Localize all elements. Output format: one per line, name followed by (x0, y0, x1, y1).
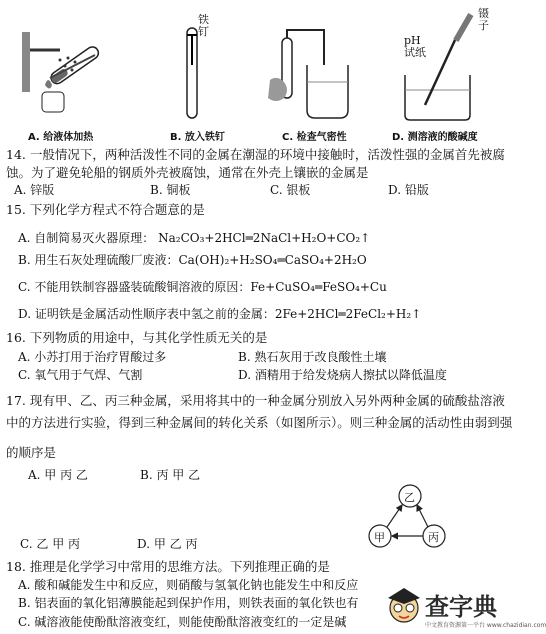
watermark-title: 查字典 (425, 593, 497, 621)
ph-paper-label: pH试纸 (404, 34, 426, 59)
q15-option-a: A. 自制简易灭火器原理： Na₂CO₃+2HCl═2NaCl+H₂O+CO₂↑ (18, 231, 371, 245)
figure-d-caption: D. 测溶液的酸碱度 (392, 132, 478, 143)
q14-option-d: D. 铅版 (388, 183, 429, 197)
figure-a-caption: A. 给液体加热 (28, 132, 94, 143)
q18-option-c: C. 碱溶液能使酚酞溶液变红，则能使酚酞溶液变红的一定是碱 (18, 615, 347, 629)
q17-option-b: B. 丙 甲 乙 (140, 468, 201, 482)
q15-option-c: C. 不能用铁制容器盛装硫酸铜溶液的原因：Fe+CuSO₄═FeSO₄+Cu (18, 280, 387, 294)
q14-option-a: A. 锌版 (14, 183, 55, 197)
q17-line2: 中的方法进行实验，得到三种金属间的转化关系（如图所示）。则三种金属的活动性由弱到强 (6, 415, 513, 430)
test-tube-heating-drawing (20, 30, 110, 125)
q18-option-a: A. 酸和碱能发生中和反应，则硝酸与氢氧化钠也能发生中和反应 (18, 578, 359, 592)
node-bing: 丙 (428, 531, 439, 544)
q17-option-c: C. 乙 甲 丙 (20, 537, 81, 551)
node-yi: 乙 (404, 491, 415, 504)
q14-option-b: B. 铜板 (150, 183, 191, 197)
q16-option-b: B. 熟石灰用于改良酸性土壤 (238, 350, 387, 364)
tweezers-label: 镊子 (478, 7, 489, 32)
q18-option-b: B. 铝表面的氧化铝薄膜能起到保护作用，则铁表面的氧化铁也有 (18, 596, 359, 610)
iron-nail-label: 铁钉 (198, 13, 209, 38)
q16-option-a: A. 小苏打用于治疗胃酸过多 (18, 350, 167, 364)
q15-stem: 15. 下列化学方程式不符合题意的是 (6, 202, 205, 217)
q17-option-d: D. 甲 乙 丙 (137, 537, 198, 551)
arrow-jia-to-yi (387, 505, 402, 527)
q17-line3: 的顺序是 (6, 445, 57, 460)
q17-line1: 17. 现有甲、乙、丙三种金属，采用将其中的一种金属分别放入另外两种金属的硫酸盐溶液 (6, 393, 505, 408)
q18-stem: 18. 推理是化学学习中常用的思维方法。下列推理正确的是 (6, 559, 330, 574)
watermark-subtitle: 中文教育资源第一平台 www.chazidian.com (425, 622, 546, 629)
mascot-icon (386, 584, 422, 630)
q15-option-d: D. 证明铁是金属活动性顺序表中氢之前的金属：2Fe+2HCl═2FeCl₂+H₂↑ (18, 307, 422, 321)
airtightness-check-drawing (262, 20, 352, 125)
q14-option-c: C. 银板 (270, 183, 311, 197)
q14-line1: 14. 一般情况下，两种活泼性不同的金属在潮湿的环境中接触时，活泼性强的金属首先被腐 (6, 147, 505, 162)
q16-stem: 16. 下列物质的用途中，与其化学性质无关的是 (6, 330, 268, 345)
node-jia: 甲 (374, 531, 385, 544)
figure-b-caption: B. 放入铁钉 (170, 132, 225, 143)
q17-option-a: A. 甲 丙 乙 (28, 468, 88, 482)
q14-line2: 蚀。为了避免轮船的钢质外壳被腐蚀，通常在外壳上镶嵌的金属是 (6, 165, 369, 180)
figure-c-caption: C. 检查气密性 (282, 132, 347, 143)
q15-option-b: B. 用生石灰处理硫酸厂废液：Ca(OH)₂+H₂SO₄═CaSO₄+2H₂O (18, 253, 367, 267)
q16-option-c: C. 氧气用于气焊、气割 (18, 368, 143, 382)
arrow-bing-to-yi (417, 505, 428, 527)
q16-option-d: D. 酒精用于给发烧病人擦拭以降低温度 (238, 368, 447, 382)
